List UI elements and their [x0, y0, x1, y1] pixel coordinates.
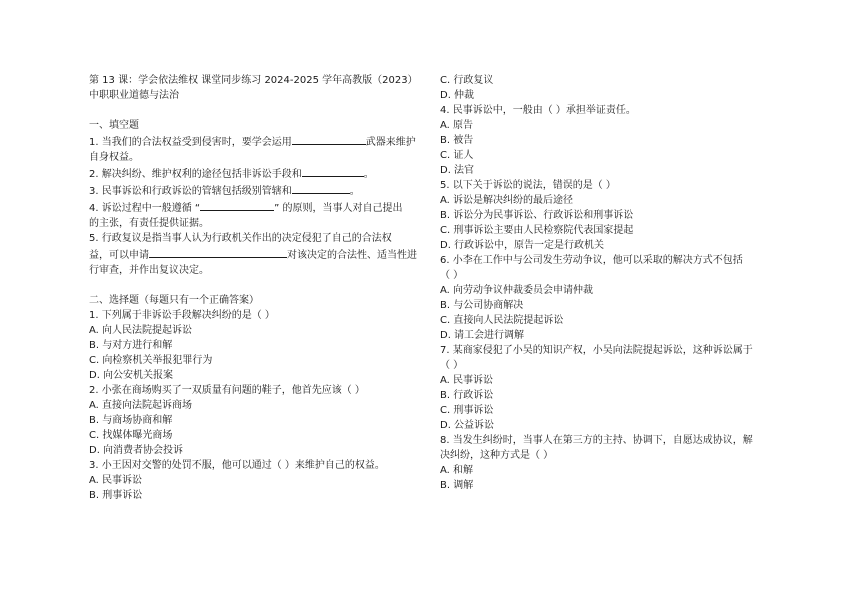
fill-q4-text-b: ” 的原则，当事人对自己提出	[274, 203, 403, 214]
option-d[interactable]: D. 仲裁	[440, 90, 475, 101]
answer-blank[interactable]	[149, 246, 287, 258]
option-d[interactable]: D. 向消费者协会投诉	[89, 445, 184, 456]
fill-q5-cont: 行审查，并作出复议决定。	[89, 265, 209, 276]
fill-q3-text-a: 3. 民事诉讼和行政诉讼的管辖包括级别管辖和	[89, 186, 292, 197]
question-stem-cont: 决纠纷，这种方式是（ ）	[440, 450, 554, 461]
fill-q1-text-a: 1. 当我们的合法权益受到侵害时，要学会运用	[89, 137, 292, 148]
fill-q5-text-c: 对该决定的合法性、适当性进	[287, 250, 417, 261]
option-b[interactable]: B. 与商场协商和解	[89, 415, 173, 426]
option-b[interactable]: B. 被告	[440, 135, 474, 146]
fill-q1	[89, 133, 429, 150]
question-stem: 3. 小王因对交警的处罚不服，他可以通过（ ）来维护自己的权益。	[89, 460, 385, 471]
fill-q5-text-b: 益，可以申请	[89, 250, 149, 261]
option-c[interactable]: C. 行政复议	[440, 75, 494, 86]
choice-question-6	[440, 253, 780, 343]
fill-q2-text-a: 2. 解决纠纷、维护权利的途径包括非诉讼手段和	[89, 169, 302, 180]
doc-title-line1: 第 13 课：学会依法维权 课堂同步练习 2024-2025 学年高教版（2023）	[89, 75, 418, 86]
option-c[interactable]: C. 找媒体曝光商场	[89, 430, 173, 441]
section1-heading: 一、填空题	[89, 120, 139, 131]
fill-q2-text-b: 。	[363, 169, 374, 180]
fill-q5-line2	[89, 246, 429, 263]
option-a[interactable]: A. 民事诉讼	[89, 475, 143, 486]
fill-q4	[89, 199, 429, 216]
choice-question-1	[89, 308, 429, 383]
option-a[interactable]: A. 向劳动争议仲裁委员会申请仲裁	[440, 285, 594, 296]
option-c[interactable]: C. 证人	[440, 150, 474, 161]
fill-q4-cont: 的主张，有责任提供证据。	[89, 218, 209, 229]
option-b[interactable]: B. 与公司协商解决	[440, 300, 524, 311]
option-d[interactable]: D. 公益诉讼	[440, 420, 495, 431]
question-stem: 6. 小李在工作中与公司发生劳动争议，他可以采取的解决方式不包括	[440, 255, 743, 266]
answer-blank[interactable]	[292, 133, 366, 145]
option-b[interactable]: B. 调解	[440, 480, 474, 491]
option-d[interactable]: D. 法官	[440, 165, 475, 176]
option-a[interactable]: A. 原告	[440, 120, 474, 131]
left-column	[89, 73, 429, 503]
choice-question-2	[89, 383, 429, 458]
fill-q1-text-b: 武器来维护	[365, 137, 416, 148]
option-d[interactable]: D. 请工会进行调解	[440, 330, 525, 341]
option-c[interactable]: C. 刑事诉讼主要由人民检察院代表国家提起	[440, 225, 634, 236]
section2-heading: 二、选择题（每题只有一个正确答案）	[89, 295, 259, 306]
option-c[interactable]: C. 刑事诉讼	[440, 405, 494, 416]
answer-blank[interactable]	[302, 165, 364, 177]
option-d[interactable]: D. 行政诉讼中，原告一定是行政机关	[440, 240, 605, 251]
option-b[interactable]: B. 行政诉讼	[440, 390, 494, 401]
fill-q2	[89, 165, 429, 182]
fill-q5: 5. 行政复议是指当事人认为行政机关作出的决定侵犯了自己的合法权	[89, 233, 392, 244]
fill-q3-text-b: 。	[349, 186, 360, 197]
option-a[interactable]: A. 诉讼是解决纠纷的最后途径	[440, 195, 574, 206]
option-b[interactable]: B. 与对方进行和解	[89, 340, 173, 351]
question-stem: 7. 某商家侵犯了小吴的知识产权，小吴向法院提起诉讼，这种诉讼属于	[440, 345, 753, 356]
option-a[interactable]: A. 民事诉讼	[440, 375, 494, 386]
right-column	[440, 73, 780, 493]
option-c[interactable]: C. 向检察机关举报犯罪行为	[89, 355, 213, 366]
answer-blank[interactable]	[292, 182, 350, 194]
option-a[interactable]: A. 直接向法院起诉商场	[89, 400, 193, 411]
fill-q1-cont: 自身权益。	[89, 152, 139, 163]
choice-question-5	[440, 178, 780, 253]
option-d[interactable]: D. 向公安机关报案	[89, 370, 174, 381]
option-c[interactable]: C. 直接向人民法院提起诉讼	[440, 315, 564, 326]
option-a[interactable]: A. 和解	[440, 465, 474, 476]
question-stem-cont: （ ）	[440, 360, 464, 371]
option-a[interactable]: A. 向人民法院提起诉讼	[89, 325, 193, 336]
option-b[interactable]: B. 诉讼分为民事诉讼、行政诉讼和刑事诉讼	[440, 210, 634, 221]
question-stem: 8. 当发生纠纷时，当事人在第三方的主持、协调下，自愿达成协议，解	[440, 435, 753, 446]
question-stem: 5. 以下关于诉讼的说法，错误的是（ ）	[440, 180, 616, 191]
choice-question-3	[89, 458, 429, 503]
fill-q3	[89, 182, 429, 199]
question-stem: 1. 下列属于非诉讼手段解决纠纷的是（ ）	[89, 310, 275, 321]
fill-q4-text-a: 4. 诉讼过程中一般遵循 “	[89, 203, 201, 214]
question-stem: 4. 民事诉讼中，一般由（ ）承担举证责任。	[440, 105, 636, 116]
doc-title-line2: 中职职业道德与法治	[89, 90, 179, 101]
question-stem: 2. 小张在商场购买了一双质量有问题的鞋子，他首先应该（ ）	[89, 385, 365, 396]
choice-question-7	[440, 343, 780, 433]
choice-question-4	[440, 103, 780, 178]
option-b[interactable]: B. 刑事诉讼	[89, 490, 143, 501]
answer-blank[interactable]	[200, 199, 274, 211]
question-stem-cont: （ ）	[440, 270, 464, 281]
choice-question-8	[440, 433, 780, 493]
